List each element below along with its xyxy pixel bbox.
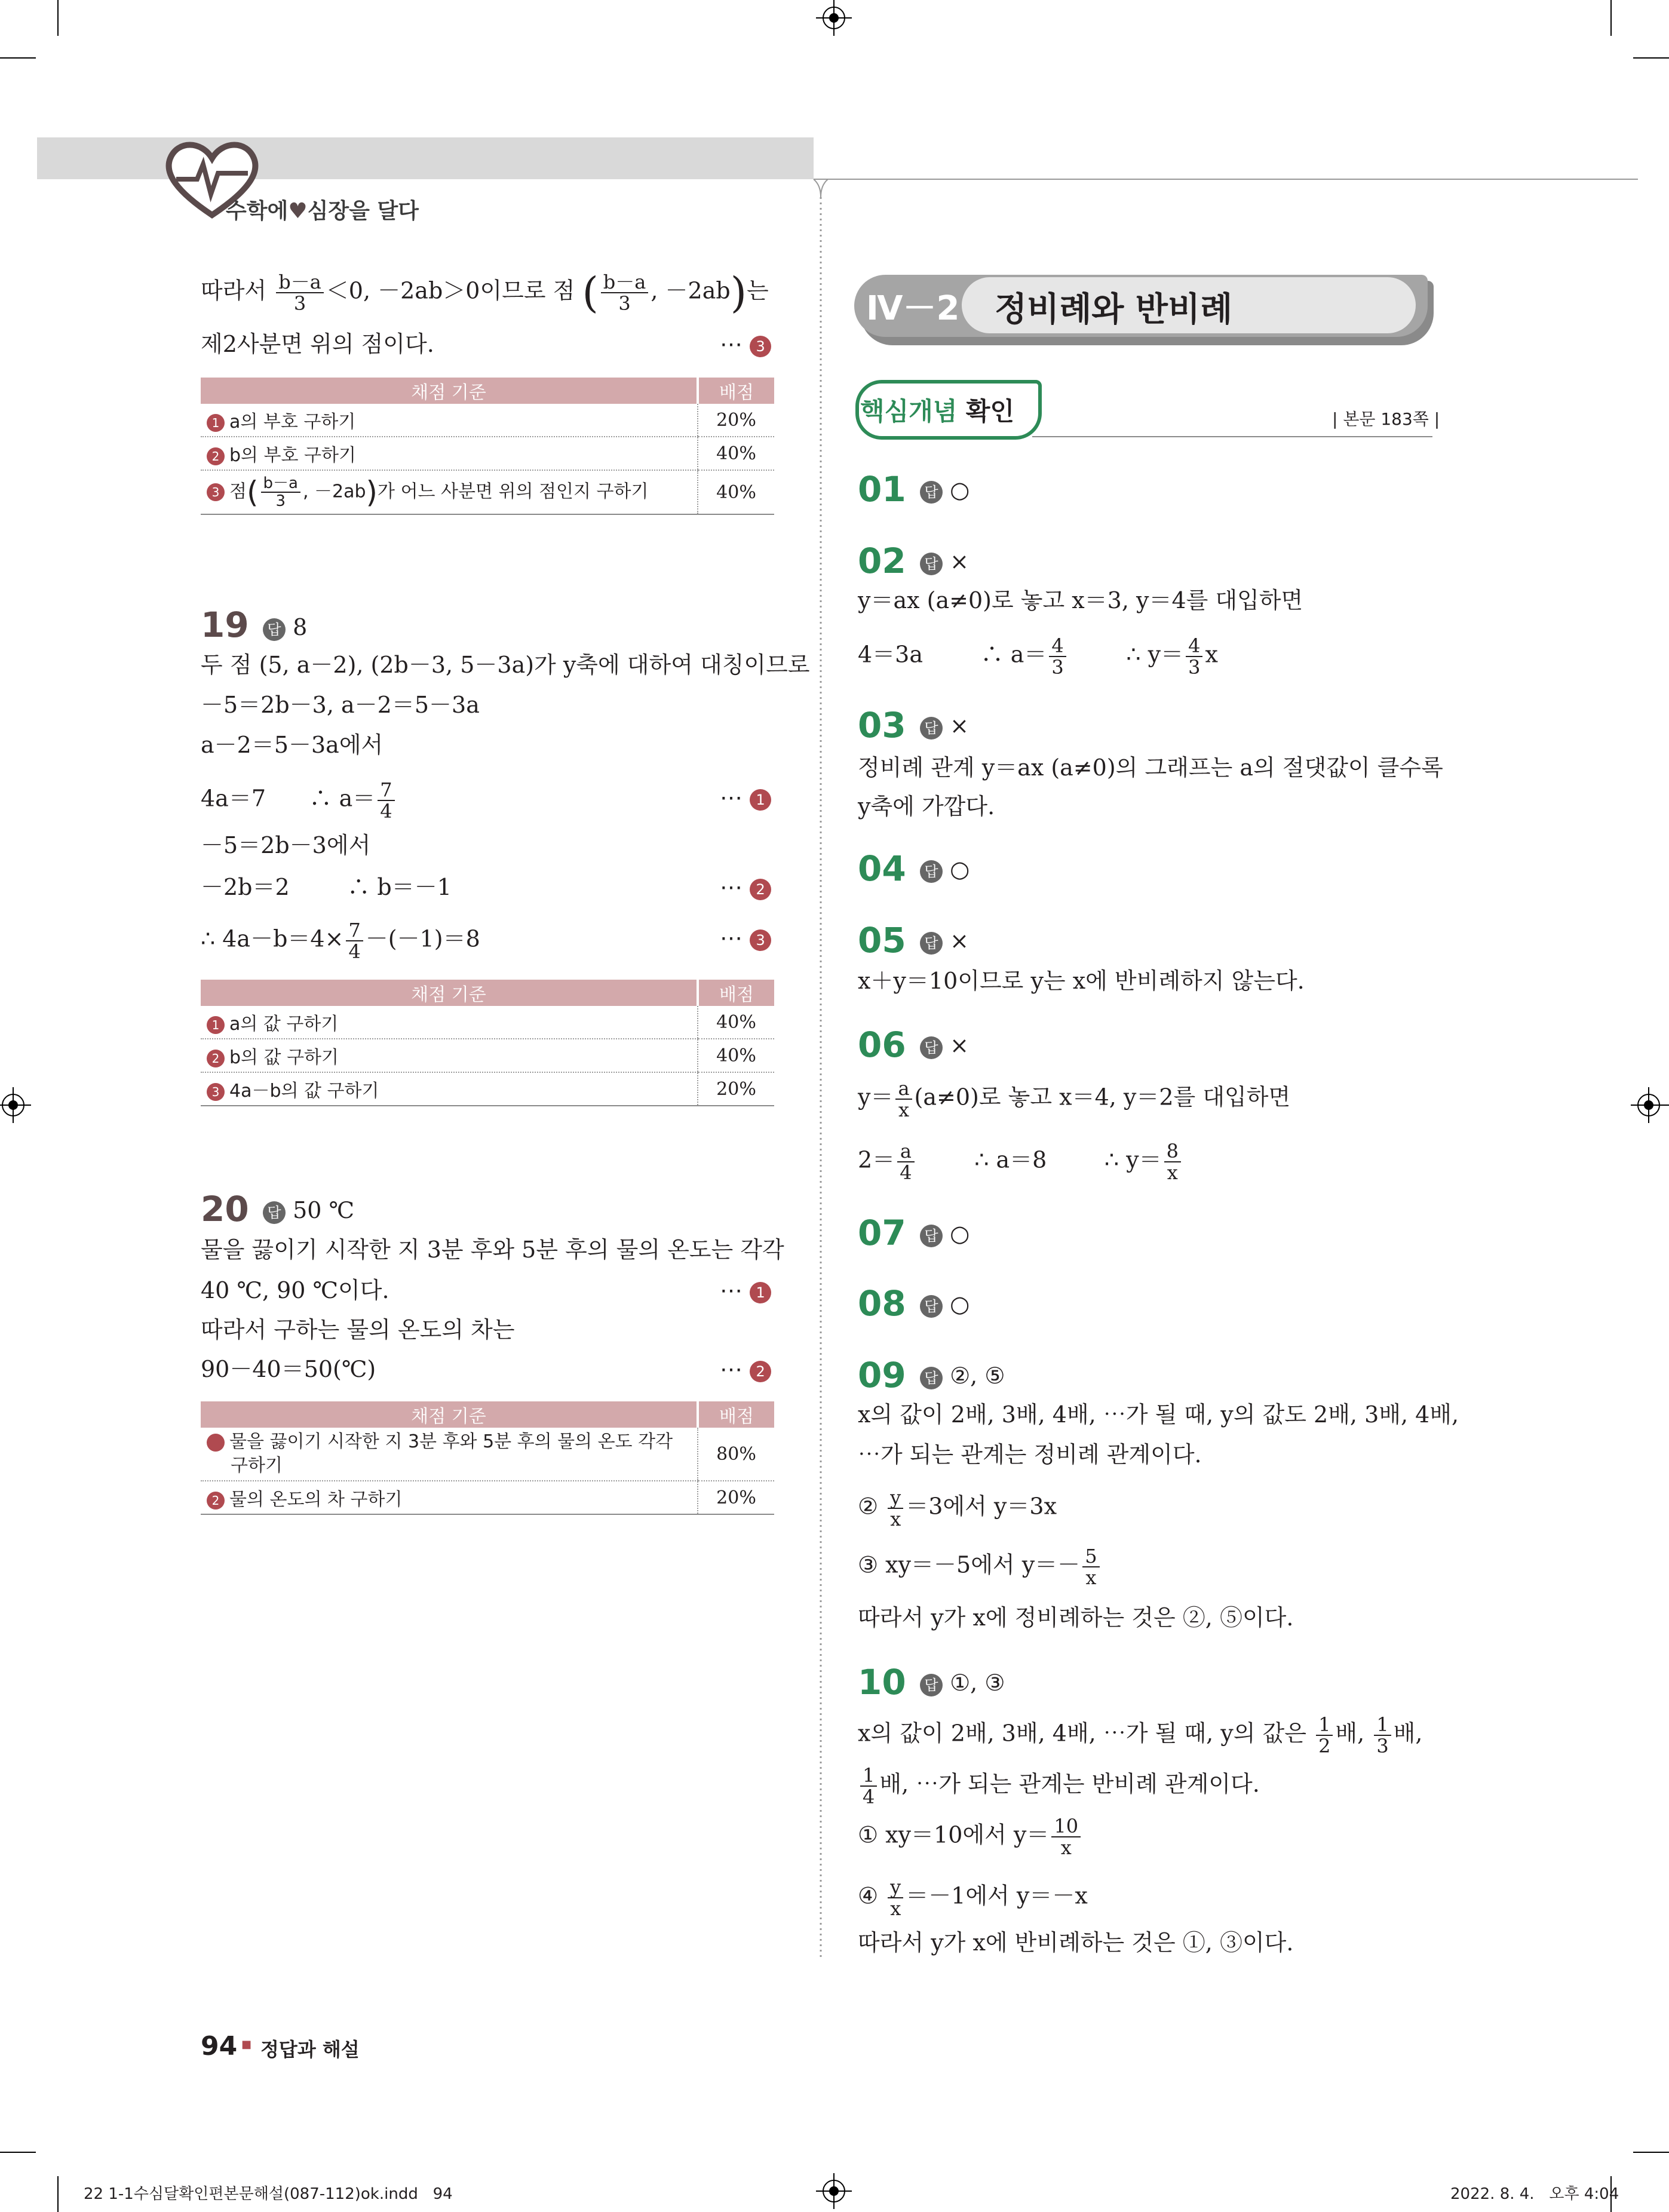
fraction — [1186, 636, 1202, 677]
row-text: a의 값 구하기 — [229, 1014, 339, 1035]
step-number-3: 3 — [750, 929, 771, 951]
text: ∴ y＝ — [1126, 641, 1184, 668]
row-text-b: , －2ab — [302, 481, 366, 502]
frac-den: 2 — [1318, 1735, 1331, 1757]
p18-end: 는 — [747, 277, 769, 304]
fraction — [860, 1765, 877, 1807]
question-number-02: 02 — [858, 541, 906, 581]
print-date: 2022. 8. 4. 오후 4:04 — [1450, 2185, 1619, 2203]
row-frac-den: 3 — [275, 492, 286, 510]
p18-line2: 제2사분면 위의 점이다. — [201, 331, 434, 357]
text: 배, — [1393, 1720, 1423, 1747]
frac-num: 4 — [1049, 636, 1066, 657]
frac-num: 10 — [1051, 1816, 1081, 1837]
row-number: 2 — [207, 447, 225, 465]
footer-bullet: ■ — [241, 2038, 252, 2051]
row-number: 2 — [207, 1050, 225, 1067]
row-score: 20% — [698, 404, 774, 437]
row-text-c: 가 어느 사분면 위의 점인지 구하기 — [378, 481, 649, 502]
answer-badge: 답 — [920, 1036, 943, 1059]
text: x의 값이 2배, 3배, 4배, ⋯가 될 때, y의 값은 — [858, 1720, 1306, 1747]
fraction — [1164, 1141, 1181, 1183]
step-number-1: 1 — [750, 1282, 771, 1303]
answer-value: × — [950, 548, 969, 575]
q09-line3 — [858, 1487, 1057, 1529]
text: ④ — [858, 1882, 879, 1909]
answer-value: 50 ℃ — [293, 1197, 355, 1223]
p20-step-marker: ⋯ 2 — [720, 1351, 771, 1387]
fraction — [1051, 1816, 1081, 1858]
answer-badge: 답 — [920, 553, 943, 575]
q09-line1: x의 값이 2배, 3배, 4배, ⋯가 될 때, y의 값도 2배, 3배, 4배, — [858, 1401, 1459, 1428]
text: 2＝ — [858, 1146, 895, 1173]
q03-answer — [920, 708, 969, 744]
q09-line2: ⋯가 되는 관계는 정비례 관계이다. — [858, 1441, 1202, 1468]
answer-badge: 답 — [920, 860, 943, 883]
fraction — [888, 1487, 903, 1529]
row-score: 40% — [698, 1006, 774, 1039]
q05-line1: x＋y＝10이므로 y는 x에 반비례하지 않는다. — [858, 968, 1305, 994]
p18-paren-open: ( — [582, 268, 599, 317]
frac-den: x — [898, 1099, 910, 1121]
p18-paren-close: ) — [730, 268, 747, 317]
p19-line7 — [201, 920, 480, 962]
answer-badge: 답 — [920, 1295, 943, 1318]
fraction — [1049, 636, 1066, 677]
q10-line3 — [858, 1816, 1083, 1858]
q06-line2 — [858, 1141, 1183, 1183]
brand-part-1: 수학에 — [226, 199, 289, 223]
p20-step-marker: ⋯ 1 — [720, 1272, 771, 1308]
question-number-05: 05 — [858, 920, 906, 961]
p20-scoring-table — [201, 1401, 774, 1515]
answer-badge: 답 — [920, 932, 943, 955]
frac-den: 4 — [348, 940, 361, 963]
text: ＝3에서 y＝3x — [906, 1493, 1057, 1520]
row-score: 40% — [698, 437, 774, 470]
answer-value: × — [950, 928, 969, 954]
q03-line2: y축에 가깝다. — [858, 793, 995, 820]
row-text: a의 부호 구하기 — [229, 412, 356, 432]
row-text: 물을 끓이기 시작한 지 3분 후와 5분 후의 물의 온도 각각 구하기 — [229, 1431, 673, 1476]
frac-den: 4 — [863, 1785, 875, 1808]
answer-value: ○ — [950, 1291, 970, 1317]
row-frac-num: b－a — [261, 475, 300, 493]
frac-den: x — [1060, 1836, 1072, 1859]
q10-line5: 따라서 y가 x에 반비례하는 것은 ①, ③이다. — [858, 1929, 1294, 1956]
row-score: 20% — [698, 1072, 774, 1106]
p19-line: a－2＝5－3a에서 — [201, 732, 383, 758]
row-text-a: 점 — [229, 481, 247, 502]
frac-den: 4 — [900, 1161, 912, 1184]
q07-answer — [920, 1216, 970, 1251]
frac-num: y — [888, 1877, 903, 1898]
row-number: 3 — [207, 483, 225, 501]
frac-den: 3 — [1376, 1735, 1389, 1757]
criteria-header: 채점 기준 — [201, 378, 698, 404]
q09-answer — [920, 1358, 1005, 1394]
concept-label-b: 확인 — [965, 397, 1015, 426]
table-row — [201, 1428, 774, 1481]
answer-value: × — [950, 1032, 969, 1059]
p18-frac1 — [276, 272, 324, 314]
p20-line: 90－40＝50(℃) — [201, 1356, 376, 1382]
p20-line: 40 ℃, 90 ℃이다. — [201, 1277, 389, 1303]
answer-badge: 답 — [263, 1201, 286, 1224]
column-divider — [812, 179, 830, 1959]
frac-num: 1 — [1374, 1714, 1391, 1736]
question-number-08: 08 — [858, 1283, 906, 1324]
table-row — [201, 1039, 774, 1072]
page-number: 94 — [201, 2031, 238, 2061]
fraction — [1082, 1546, 1099, 1588]
brand-title — [226, 194, 419, 225]
frac-num: 7 — [346, 920, 363, 941]
p18-frac1-den: 3 — [293, 292, 306, 315]
row-score: 20% — [698, 1481, 774, 1514]
p18-step-marker — [720, 326, 771, 362]
answer-value: ○ — [950, 1220, 970, 1247]
text: 4a＝7 — [201, 785, 266, 812]
frac-den: x — [1167, 1161, 1178, 1184]
q06-answer — [920, 1027, 969, 1063]
text: ∴ 4a－b＝4× — [201, 925, 344, 952]
p18-frac2-den: 3 — [618, 292, 631, 315]
table-row — [201, 437, 774, 470]
fraction — [1374, 1714, 1391, 1756]
row-score: 40% — [698, 1039, 774, 1072]
text: x — [1205, 641, 1218, 668]
question-number-06: 06 — [858, 1024, 906, 1065]
frac-num: 1 — [860, 1765, 877, 1787]
frac-den: 4 — [380, 800, 392, 823]
text: ② — [858, 1493, 879, 1520]
row-text: b의 값 구하기 — [229, 1047, 339, 1068]
answer-value: 8 — [293, 614, 308, 640]
q04-answer — [920, 851, 970, 887]
text: －(－1)＝8 — [365, 925, 480, 952]
text: ∴ a＝8 ∴ y＝ — [974, 1146, 1162, 1173]
frac-num: 5 — [1082, 1546, 1099, 1567]
text: (a≠0)로 놓고 x＝4, y＝2를 대입하면 — [914, 1084, 1291, 1110]
text: 4＝3a ∴ a＝ — [858, 641, 1047, 668]
frac-den: x — [890, 1508, 901, 1530]
frac-num: a — [897, 1141, 914, 1162]
step-number-1: 1 — [750, 789, 771, 811]
section-title: 정비례와 반비례 — [995, 290, 1233, 329]
fraction — [895, 1078, 912, 1120]
p19-step-marker: ⋯ 3 — [720, 920, 771, 956]
step-number-2: 2 — [750, 879, 771, 900]
fraction — [1316, 1714, 1333, 1756]
criteria-header: 채점 기준 — [201, 980, 698, 1006]
p18-line1 — [201, 268, 769, 317]
question-number-03: 03 — [858, 705, 906, 745]
q10-line1 — [858, 1714, 1422, 1756]
answer-value: ○ — [950, 477, 970, 503]
table-row — [201, 1072, 774, 1106]
text: ＝－1에서 y＝－x — [906, 1882, 1088, 1909]
question-number-01: 01 — [858, 469, 906, 510]
step-number-3: 3 — [750, 336, 771, 357]
score-header: 배점 — [698, 378, 774, 404]
text: 배, ⋯가 되는 관계는 반비례 관계이다. — [879, 1771, 1260, 1797]
fraction — [346, 920, 363, 962]
p18-frac2 — [601, 272, 649, 314]
print-file-name: 22 1-1수심달확인편본문해설(087-112)ok.indd 94 — [84, 2185, 453, 2203]
q10-line4 — [858, 1877, 1088, 1919]
row-frac — [261, 475, 300, 510]
q10-line2 — [858, 1765, 1260, 1807]
p18-tail: , －2ab — [651, 277, 731, 304]
fraction — [378, 780, 394, 821]
brand-part-2: 심장을 — [307, 199, 370, 223]
question-number-04: 04 — [858, 848, 906, 889]
p19-answer — [263, 609, 307, 645]
p18-scoring-table — [201, 378, 774, 515]
p18-mid: ＜0, －2ab＞0이므로 점 — [326, 277, 575, 304]
problem-number-20: 20 — [201, 1189, 249, 1229]
text: ∴ a＝ — [309, 785, 376, 812]
section-number: Ⅳ－2 — [866, 289, 960, 328]
score-header: 배점 — [698, 980, 774, 1006]
row-text: 물의 온도의 차 구하기 — [229, 1489, 403, 1510]
answer-badge: 답 — [920, 1225, 943, 1247]
q05-answer — [920, 923, 969, 959]
criteria-header: 채점 기준 — [201, 1401, 698, 1428]
p18-frac2-num: b－a — [601, 272, 649, 293]
p19-step-marker: ⋯ 1 — [720, 780, 771, 815]
question-number-10: 10 — [858, 1662, 906, 1702]
q06-line1 — [858, 1078, 1290, 1120]
frac-num: 1 — [1316, 1714, 1333, 1736]
answer-badge: 답 — [263, 618, 286, 641]
fraction — [888, 1877, 903, 1919]
table-row: 3 점( $\frac{b-a}{3}$ , －2ab)가 어느 사분면 위의 점인지 구하기 40% — [201, 470, 774, 514]
concept-label — [860, 392, 1014, 428]
text: y＝ — [858, 1084, 894, 1110]
footer-label: 정답과 해설 — [260, 2038, 360, 2061]
p19-step-marker: ⋯ 2 — [720, 869, 771, 905]
frac-num: y — [888, 1487, 903, 1509]
table-row — [201, 404, 774, 437]
q02-line1: y＝ax (a≠0)로 놓고 x＝3, y＝4를 대입하면 — [858, 587, 1303, 613]
problem-number-19: 19 — [201, 605, 249, 645]
p19-line4 — [201, 780, 397, 821]
answer-value: ①, ③ — [950, 1670, 1005, 1696]
p20-line: 따라서 구하는 물의 온도의 차는 — [201, 1317, 515, 1343]
p19-line5: －5＝2b－3에서 — [201, 832, 371, 858]
frac-den: 3 — [1051, 656, 1064, 679]
p19-line: －5＝2b－3, a－2＝5－3a — [201, 692, 480, 718]
concept-rule — [1032, 436, 1432, 437]
frac-den: 3 — [1188, 656, 1201, 679]
page-reference: | 본문 183쪽 | — [1332, 409, 1440, 429]
text: ① xy＝10에서 y＝ — [858, 1821, 1050, 1848]
row-score: 40% — [698, 470, 774, 514]
brand-part-3: 달다 — [377, 199, 419, 223]
question-number-07: 07 — [858, 1213, 906, 1253]
score-header: 배점 — [698, 1401, 774, 1428]
answer-badge: 답 — [920, 1674, 943, 1696]
p18-intro: 따라서 — [201, 277, 267, 304]
ellipsis: ⋯ — [720, 331, 743, 357]
q03-line1: 정비례 관계 y＝ax (a≠0)의 그래프는 a의 절댓값이 클수록 — [858, 754, 1443, 781]
row-number: 1 — [207, 1016, 225, 1034]
q08-answer — [920, 1286, 970, 1322]
row-number: 3 — [207, 1083, 225, 1101]
p20-line: 물을 끓이기 시작한 지 3분 후와 5분 후의 물의 온도는 각각 — [201, 1237, 784, 1263]
p20-answer — [263, 1192, 354, 1228]
step-number-2: 2 — [750, 1361, 771, 1382]
text: 배, — [1335, 1720, 1365, 1747]
text: ③ xy＝－5에서 y＝－ — [858, 1551, 1081, 1578]
table-row — [201, 1006, 774, 1039]
question-number-09: 09 — [858, 1355, 906, 1395]
q02-line2 — [858, 636, 1218, 677]
table-row — [201, 1481, 774, 1514]
answer-value: ②, ⑤ — [950, 1363, 1005, 1389]
frac-num: 8 — [1164, 1141, 1181, 1162]
q01-answer — [920, 472, 970, 508]
q02-answer — [920, 544, 969, 579]
row-score: 80% — [698, 1428, 774, 1481]
answer-badge: 답 — [920, 1367, 943, 1389]
q09-line4 — [858, 1546, 1102, 1588]
q10-answer — [920, 1665, 1005, 1701]
fraction — [897, 1141, 914, 1183]
row-text: b의 부호 구하기 — [229, 445, 356, 466]
frac-num: a — [895, 1078, 912, 1100]
small-heart-icon: ♥ — [288, 199, 308, 223]
answer-value: × — [950, 713, 969, 739]
row-number: 2 — [207, 1492, 225, 1510]
p19-line: 두 점 (5, a－2), (2b－3, 5－3a)가 y축에 대하여 대칭이므로 — [201, 652, 810, 678]
row-number: 1 — [207, 414, 225, 432]
p18-frac1-num: b－a — [276, 272, 324, 293]
answer-value: ○ — [950, 856, 970, 882]
p19-scoring-table — [201, 980, 774, 1106]
frac-num: 7 — [378, 780, 394, 801]
concept-label-a: 핵심개념 — [860, 397, 958, 426]
row-text: 4a－b의 값 구하기 — [229, 1081, 379, 1102]
frac-num: 4 — [1186, 636, 1202, 657]
answer-badge: 답 — [920, 717, 943, 740]
frac-den: x — [1085, 1566, 1097, 1589]
answer-badge: 답 — [920, 481, 943, 504]
row-number: 1 — [207, 1434, 225, 1452]
p19-line6: －2b＝2 ∴ b＝－1 — [201, 874, 452, 900]
q09-line5: 따라서 y가 x에 정비례하는 것은 ②, ⑤이다. — [858, 1604, 1294, 1631]
frac-den: x — [890, 1897, 901, 1920]
